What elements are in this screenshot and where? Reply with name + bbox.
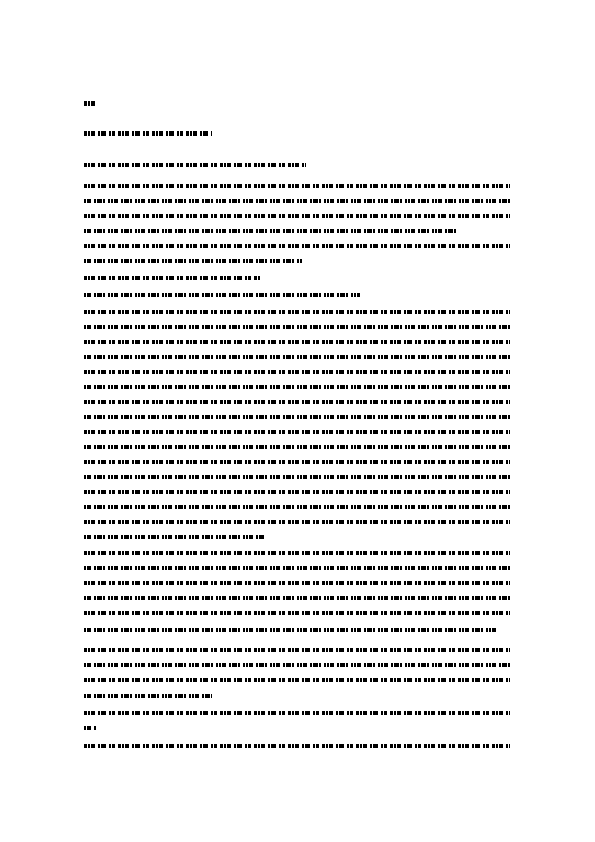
text-line <box>84 325 510 329</box>
text-line <box>84 566 510 570</box>
text-line <box>84 505 510 509</box>
text-line <box>84 694 212 698</box>
document-heading-mark <box>84 101 96 106</box>
text-line <box>84 184 510 188</box>
text-line <box>84 355 510 359</box>
text-line <box>84 581 510 585</box>
text-line <box>84 648 510 652</box>
text-line <box>84 596 510 600</box>
document-section-title-mark <box>84 163 306 167</box>
text-line <box>84 744 510 748</box>
text-line <box>84 520 510 524</box>
text-line <box>84 430 510 434</box>
document-subheading-mark <box>84 131 212 136</box>
text-line <box>84 244 510 248</box>
text-line <box>84 259 302 263</box>
text-line <box>84 460 510 464</box>
text-line <box>84 551 510 555</box>
text-line <box>84 340 510 344</box>
text-line <box>84 214 510 218</box>
text-line <box>84 663 510 667</box>
text-line <box>84 199 510 203</box>
text-line <box>84 445 510 449</box>
text-line <box>84 611 510 615</box>
text-line <box>84 726 96 730</box>
text-line <box>84 400 510 404</box>
text-line <box>84 490 510 494</box>
text-line <box>84 628 496 632</box>
text-line <box>84 475 510 479</box>
text-line <box>84 276 260 280</box>
text-line <box>84 293 360 297</box>
text-line <box>84 535 264 539</box>
text-line <box>84 711 510 715</box>
text-line <box>84 415 510 419</box>
text-line <box>84 310 510 314</box>
text-line <box>84 678 510 682</box>
text-line <box>84 370 510 374</box>
text-line <box>84 229 456 233</box>
text-line <box>84 385 510 389</box>
